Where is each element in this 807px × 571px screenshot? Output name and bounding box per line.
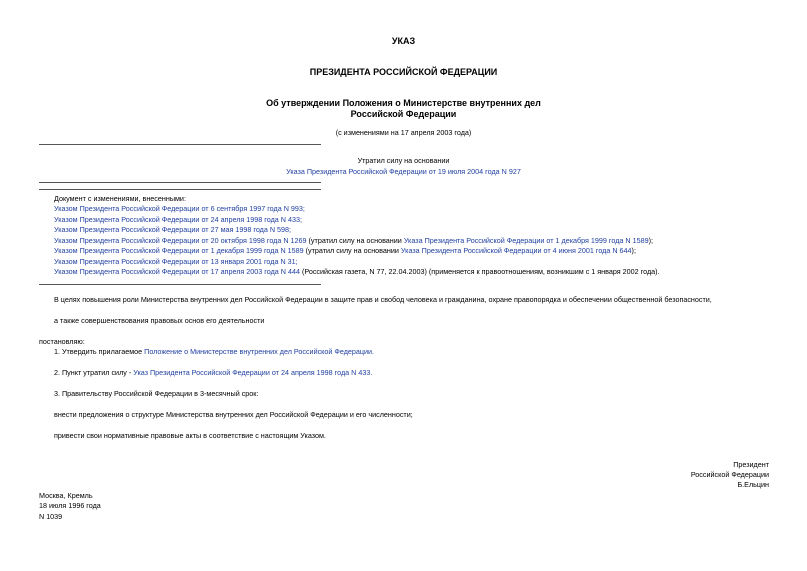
divider xyxy=(39,144,321,145)
repeal-link[interactable]: Указ Президента Российской Федерации от 24 апреля 1998 года N 433. xyxy=(133,368,373,377)
amendments-intro: Документ с изменениями, внесенными: xyxy=(54,194,186,203)
amendment-text: (Российская газета, N 77, 22.04.2003) (применяется к правоотношениям, возникшим с 1 января 2002 года). xyxy=(299,267,660,276)
doc-subject-title: Об утверждении Положения о Министерстве внутренних дел xyxy=(266,98,541,108)
amendment-link[interactable]: Указом Президента Российской Федерации от 24 апреля 1998 года N 433; xyxy=(54,215,302,224)
amendment-link[interactable]: Указа Президента Российской Федерации от 1 декабря 1999 года N 1589 xyxy=(403,236,649,245)
regulation-link[interactable]: Положение о Министерстве внутренних дел Российской Федерации. xyxy=(144,347,375,356)
amendment-link[interactable]: Указом Президента Российской Федерации от 20 октября 1998 года N 1269 xyxy=(54,236,307,245)
amendment-text: (утратил силу на основании xyxy=(303,246,401,255)
item-3-sub: внести предложения о структуре Министерства внутренних дел Российской Федерации и его численности; xyxy=(54,410,413,419)
amendment-link[interactable]: Указом Президента Российской Федерации от 1 декабря 1999 года N 1589 xyxy=(54,246,304,255)
doc-subject-title-cont: Российской Федерации xyxy=(350,109,457,119)
item-2 xyxy=(54,368,372,379)
amendment-line xyxy=(54,246,636,257)
amendment-link[interactable]: Указом Президента Российской Федерации от 17 апреля 2003 года N 444 xyxy=(54,267,300,276)
divider xyxy=(39,182,321,183)
amendment-link[interactable]: Указом Президента Российской Федерации от 6 сентября 1997 года N 993; xyxy=(54,204,305,213)
doc-type-title: УКАЗ xyxy=(391,36,416,46)
decree-word: постановляю: xyxy=(39,337,85,346)
amendment-line xyxy=(54,267,660,278)
amendment-text: (утратил силу на основании xyxy=(306,236,404,245)
divider xyxy=(39,189,321,190)
preamble-paragraph: В целях повышения роли Министерства внутренних дел Российской Федерации в защите прав и свобод человека и гражданина, охране правопорядка и обеспечении общественной безопасности, xyxy=(54,295,712,304)
preamble-paragraph: а также совершенствования правовых основ его деятельности xyxy=(54,316,265,325)
amendment-link[interactable]: Указом Президента Российской Федерации от 27 мая 1998 года N 598; xyxy=(54,225,292,234)
issue-date: 18 июля 1996 года xyxy=(39,501,101,510)
lost-force-link[interactable]: Указа Президента Российской Федерации от 19 июля 2004 года N 927 xyxy=(286,167,521,176)
changes-note: (с изменениями на 17 апреля 2003 года) xyxy=(335,128,472,137)
item-text: 2. Пункт утратил силу - xyxy=(54,368,134,377)
item-text: 1. Утвердить прилагаемое xyxy=(54,347,145,356)
amendment-text: ); xyxy=(631,246,636,255)
signature-title: Президент xyxy=(733,460,769,469)
doc-number: N 1039 xyxy=(39,512,63,521)
amendment-line xyxy=(54,236,653,247)
issue-place: Москва, Кремль xyxy=(39,491,93,500)
item-1 xyxy=(54,347,374,358)
amendment-link[interactable]: Указом Президента Российской Федерации от 13 января 2001 года N 31; xyxy=(54,257,298,266)
item-3-sub: привести свои нормативные правовые акты в соответствие с настоящим Указом. xyxy=(54,431,326,440)
signature-org: Российской Федерации xyxy=(690,470,769,479)
amendment-link[interactable]: Указа Президента Российской Федерации от 4 июня 2001 года N 644 xyxy=(400,246,632,255)
amendment-text: ); xyxy=(648,236,653,245)
signature-name: Б.Ельцин xyxy=(737,480,769,489)
item-3: 3. Правительству Российской Федерации в 3-месячный срок: xyxy=(54,389,259,398)
lost-force-label: Утратил силу на основании xyxy=(357,156,450,165)
issuer-title: ПРЕЗИДЕНТА РОССИЙСКОЙ ФЕДЕРАЦИИ xyxy=(309,67,498,77)
divider xyxy=(39,284,321,285)
